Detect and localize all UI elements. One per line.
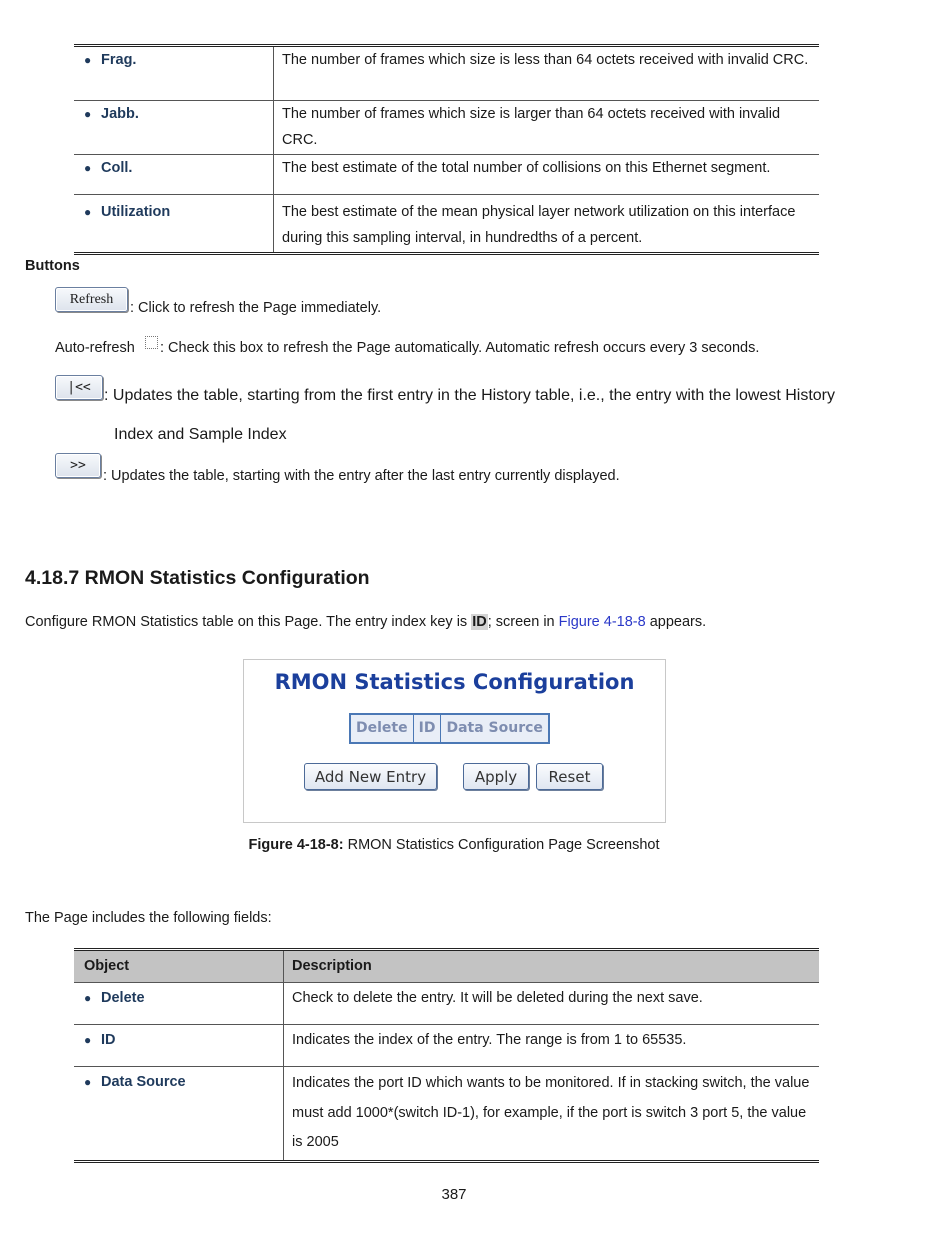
buttons-heading: Buttons [25,258,80,274]
table-row [74,195,819,254]
auto-refresh-checkbox[interactable] [145,336,158,349]
table-row [74,46,819,101]
table-row [74,155,819,195]
fields-description-table [74,948,819,1163]
intro-text: ; screen in [487,614,559,630]
bullet-icon: ● [84,107,92,121]
next-page-button[interactable]: >> [55,453,101,478]
section-title: 4.18.7 RMON Statistics Configuration [25,567,370,589]
fields-intro: The Page includes the following fields: [25,910,272,926]
refresh-description: : Click to refresh the Page immediately. [130,300,382,316]
header-object: Object [74,950,284,983]
object-description: Check to delete the entry. It will be deleted during the next save. [284,983,820,1025]
config-table-header [349,713,550,744]
auto-refresh-label: Auto-refresh [55,340,135,356]
reset-button[interactable]: Reset [536,763,603,790]
table-header-row [74,950,819,983]
refresh-button[interactable]: Refresh [55,287,128,312]
header-description: Description [284,950,820,983]
section-intro [25,612,706,632]
caption-text: RMON Statistics Configuration Page Screenshot [343,837,660,853]
object-description: The number of frames which size is larger than 64 octets received with invalid CRC. [274,101,820,155]
bullet-icon: ● [84,1033,92,1047]
next-page-description: : Updates the table, starting with the entry after the last entry currently displayed. [103,468,620,484]
table-row [74,983,819,1025]
object-description: Indicates the port ID which wants to be monitored. If in stacking switch, the value must add 1000*(switch ID-1), for example, if the port is switch 3 port 5, the value is 2005 [292,1075,810,1150]
object-name: Data Source [101,1074,186,1090]
bullet-icon: ● [84,53,92,67]
object-description: The best estimate of the mean physical layer network utilization on this interface during this sampling interval, in hundredths of a percent. [282,204,796,246]
screenshot-title: RMON Statistics Configuration [274,670,635,694]
page-number: 387 [441,1186,467,1203]
object-name: Utilization [101,204,171,220]
table-row [74,101,819,155]
object-name: Coll. [101,160,133,176]
figure-caption [0,835,908,855]
first-page-button[interactable]: |<< [55,375,103,400]
column-data-source: Data Source [446,720,543,736]
table-row [74,1025,819,1067]
index-key: ID [472,614,487,630]
counters-description-table [74,44,819,255]
object-name: Frag. [101,52,137,68]
column-id: ID [414,715,442,742]
bullet-icon: ● [84,991,92,1005]
object-description: Indicates the index of the entry. The range is from 1 to 65535. [284,1025,820,1067]
first-page-description-cont: Index and Sample Index [114,426,287,443]
caption-label: Figure 4-18-8: [248,837,344,853]
auto-refresh-description: : Check this box to refresh the Page automatically. Automatic refresh occurs every 3 seconds. [160,340,760,356]
bullet-icon: ● [84,205,92,219]
table-row [74,1067,819,1162]
intro-text: Configure RMON Statistics table on this Page. The entry index key is [25,614,472,630]
apply-button[interactable]: Apply [463,763,529,790]
bullet-icon: ● [84,1075,92,1089]
object-name: Jabb. [101,106,139,122]
bullet-icon: ● [84,161,92,175]
object-name: ID [101,1032,116,1048]
object-name: Delete [101,990,145,1006]
object-description: The number of frames which size is less than 64 octets received with invalid CRC. [274,46,820,101]
column-delete: Delete [351,715,414,742]
add-new-entry-button[interactable]: Add New Entry [304,763,437,790]
figure-link[interactable]: Figure 4-18-8 [558,614,646,630]
intro-text: appears. [645,614,707,630]
first-page-description: : Updates the table, starting from the first entry in the History table, i.e., the entry with the lowest History [104,387,835,404]
object-description: The best estimate of the total number of collisions on this Ethernet segment. [274,155,820,195]
rmon-config-screenshot [243,659,666,823]
